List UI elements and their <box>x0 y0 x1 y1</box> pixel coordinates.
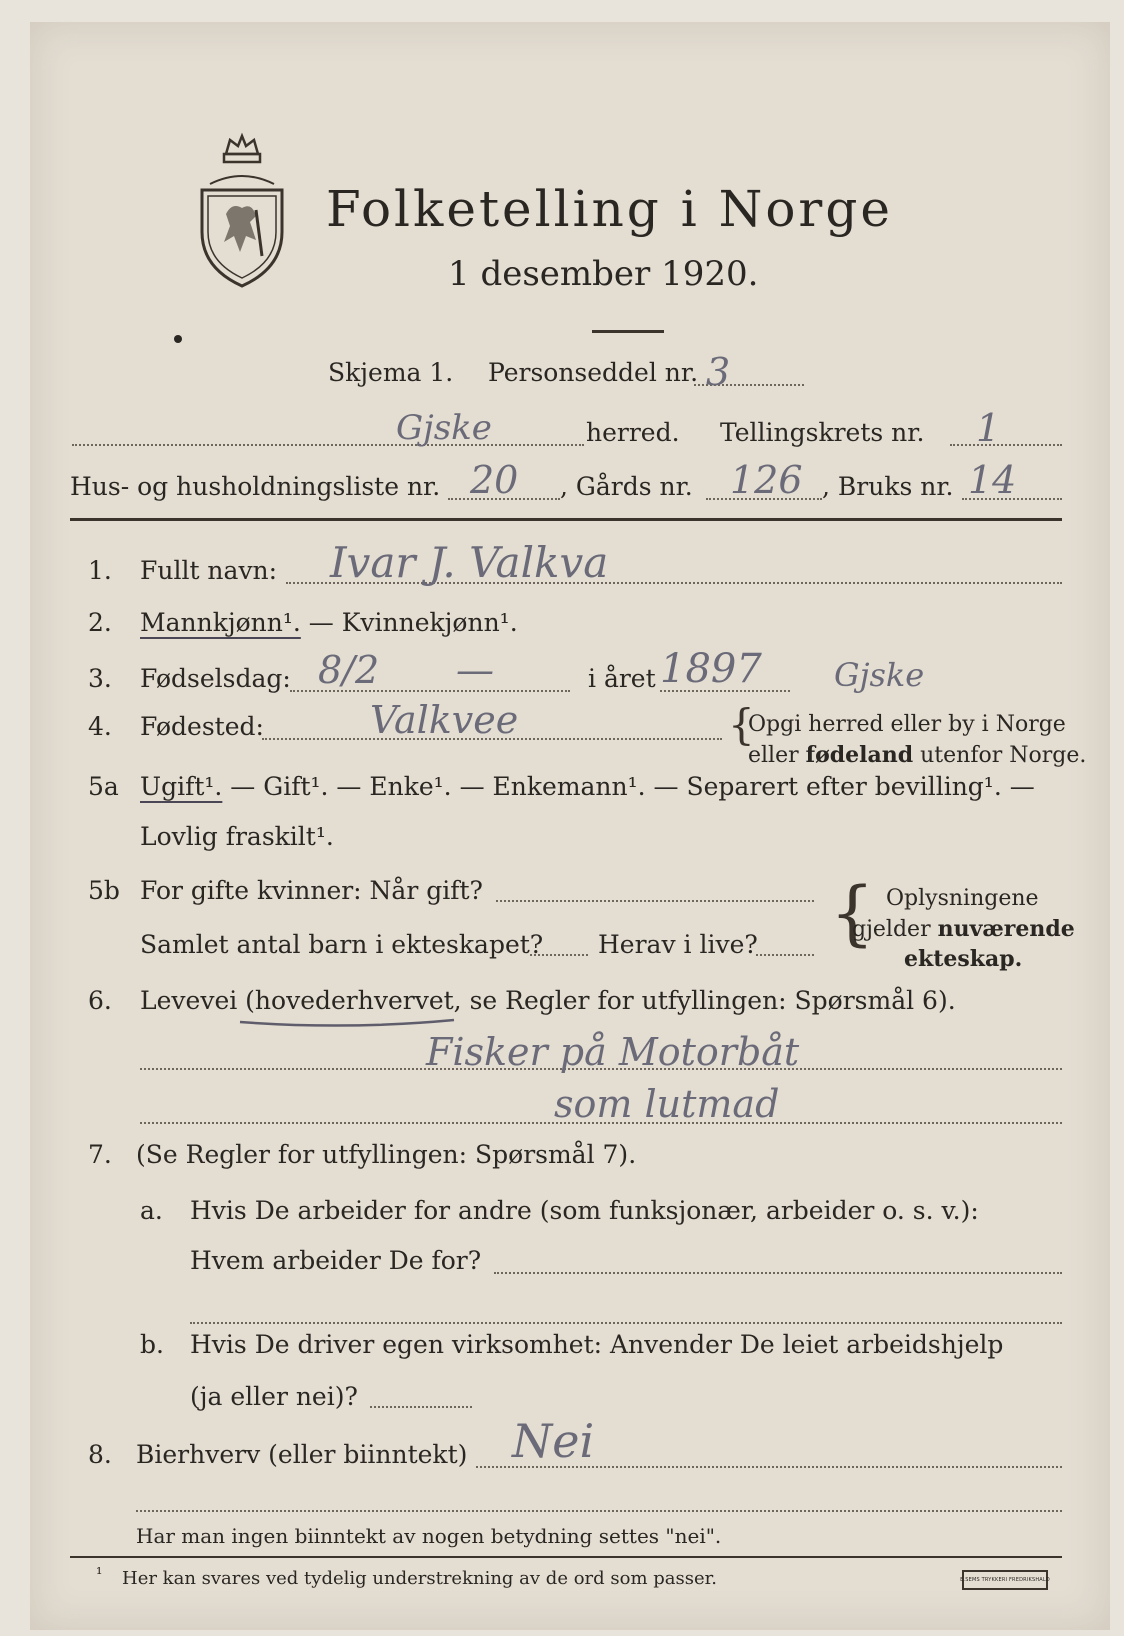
birthplace-note-line1: Opgi herred eller by i Norge <box>748 712 1066 737</box>
personseddel-answer: 3 <box>706 350 731 394</box>
option-male[interactable]: Mannkjønn¹. <box>140 608 301 637</box>
employer-field-line1[interactable] <box>494 1272 1062 1274</box>
side-income-field-line2[interactable] <box>136 1510 1062 1512</box>
title-divider <box>592 330 664 333</box>
q3-number: 3. <box>88 664 112 693</box>
q7-label: (Se Regler for utfyllingen: Spørsmål 7). <box>136 1140 637 1169</box>
marital-status-options[interactable]: — Gift¹. — Enke¹. — Enkemann¹. — Separert efter bevilling¹. — <box>222 772 1035 801</box>
gards-label: , Gårds nr. <box>560 472 693 501</box>
side-income-answer: Nei <box>512 1414 595 1468</box>
option-female[interactable]: Kvinnekjønn¹. <box>341 608 518 637</box>
q5b-note-line2: gjelder nuværende <box>852 916 1075 942</box>
herred-label: herred. <box>586 418 680 447</box>
footer-rule <box>70 1556 1062 1558</box>
birth-extra-answer: Gjske <box>834 656 925 694</box>
personseddel-label: Personseddel nr. <box>488 358 699 387</box>
q2-options <box>140 608 518 637</box>
q7a-text: Hvis De arbeider for andre (som funksjonær, arbeider o. s. v.): <box>190 1196 979 1225</box>
full-name-answer: Ivar J. Valkva <box>330 538 609 587</box>
hus-answer: 20 <box>470 458 519 502</box>
tellingskrets-answer: 1 <box>976 406 1001 450</box>
tellingskrets-field[interactable] <box>950 444 1062 446</box>
census-date: 1 desember 1920. <box>448 254 759 294</box>
q6-number: 6. <box>88 986 112 1015</box>
bruks-label: , Bruks nr. <box>822 472 954 501</box>
q5b-label: For gifte kvinner: Når gift? <box>140 876 483 905</box>
year-label: i året <box>588 664 656 693</box>
option-lovlig-fraskilt[interactable]: Lovlig fraskilt¹. <box>140 822 334 851</box>
option-ugift[interactable]: Ugift¹. <box>140 772 223 801</box>
q8-label: Bierhverv (eller biinntekt) <box>136 1440 468 1469</box>
children-count-field[interactable] <box>530 954 588 956</box>
birthday-dash: — <box>456 648 494 692</box>
hired-help-field[interactable] <box>370 1406 472 1408</box>
herred-field[interactable] <box>72 444 584 446</box>
q1-number: 1. <box>88 556 112 585</box>
q5b-brace: { <box>830 872 875 954</box>
q7a-question: Hvem arbeider De for? <box>190 1246 482 1275</box>
q1-label: Fullt navn: <box>140 556 278 585</box>
married-when-field[interactable] <box>496 900 814 902</box>
no-income-note: Har man ingen biinntekt av nogen betydning settes "nei". <box>136 1524 722 1548</box>
gards-answer: 126 <box>730 458 803 502</box>
q5b-note-line1: Oplysningene <box>886 886 1039 911</box>
living-children-field[interactable] <box>756 954 814 956</box>
q7-number: 7. <box>88 1140 112 1169</box>
q4-brace: { <box>728 700 755 749</box>
birthplace-note-line2: eller fødeland utenfor Norge. <box>748 742 1087 768</box>
children-label: Samlet antal barn i ekteskapet? <box>140 930 544 959</box>
q4-number: 4. <box>88 712 112 741</box>
employer-field-line2[interactable] <box>190 1322 1062 1324</box>
q7b-question: (ja eller nei)? <box>190 1382 358 1411</box>
printer-stamp: E.SEMS TRYKKERI FREDRIKSHALD <box>962 1570 1048 1590</box>
hus-label: Hus- og husholdningsliste nr. <box>70 472 441 501</box>
q5a-options <box>140 772 1035 801</box>
q5b-number: 5b <box>88 876 120 905</box>
living-children-label: Herav i live? <box>598 930 758 959</box>
q6-label: Levevei (hovederhvervet, se Regler for utfyllingen: Spørsmål 6). <box>140 986 956 1015</box>
q3-label: Fødselsdag: <box>140 664 291 693</box>
occupation-answer-line1: Fisker på Motorbåt <box>426 1030 800 1074</box>
herred-answer: Gjske <box>396 408 492 448</box>
q4-label: Fødested: <box>140 712 264 741</box>
ink-dot <box>174 335 182 343</box>
birth-year-answer: 1897 <box>660 646 762 692</box>
skjema-label: Skjema 1. <box>328 358 454 387</box>
norwegian-coat-of-arms-icon <box>196 132 288 290</box>
q7b-letter: b. <box>140 1330 164 1359</box>
q8-number: 8. <box>88 1440 112 1469</box>
q5a-number: 5a <box>88 772 119 801</box>
header-rule <box>70 518 1062 521</box>
q2-separator: — <box>300 608 342 637</box>
footnote-mark: ¹ <box>96 1564 103 1583</box>
q7b-text: Hvis De driver egen virksomhet: Anvender De leiet arbeidshjelp <box>190 1330 1004 1359</box>
q5b-note-line3: ekteskap. <box>904 946 1023 972</box>
q2-number: 2. <box>88 608 112 637</box>
footnote-text: Her kan svares ved tydelig understrekning av de ord som passer. <box>122 1568 717 1589</box>
bruks-answer: 14 <box>968 458 1017 502</box>
occupation-answer-line2: som lutmad <box>554 1082 780 1126</box>
q7a-letter: a. <box>140 1196 163 1225</box>
birthplace-answer: Valkvee <box>370 698 519 742</box>
tellingskrets-label: Tellingskrets nr. <box>720 418 925 447</box>
underline-mark <box>238 1014 458 1030</box>
birthday-answer: 8/2 <box>318 648 380 692</box>
form-title: Folketelling i Norge <box>326 180 893 238</box>
